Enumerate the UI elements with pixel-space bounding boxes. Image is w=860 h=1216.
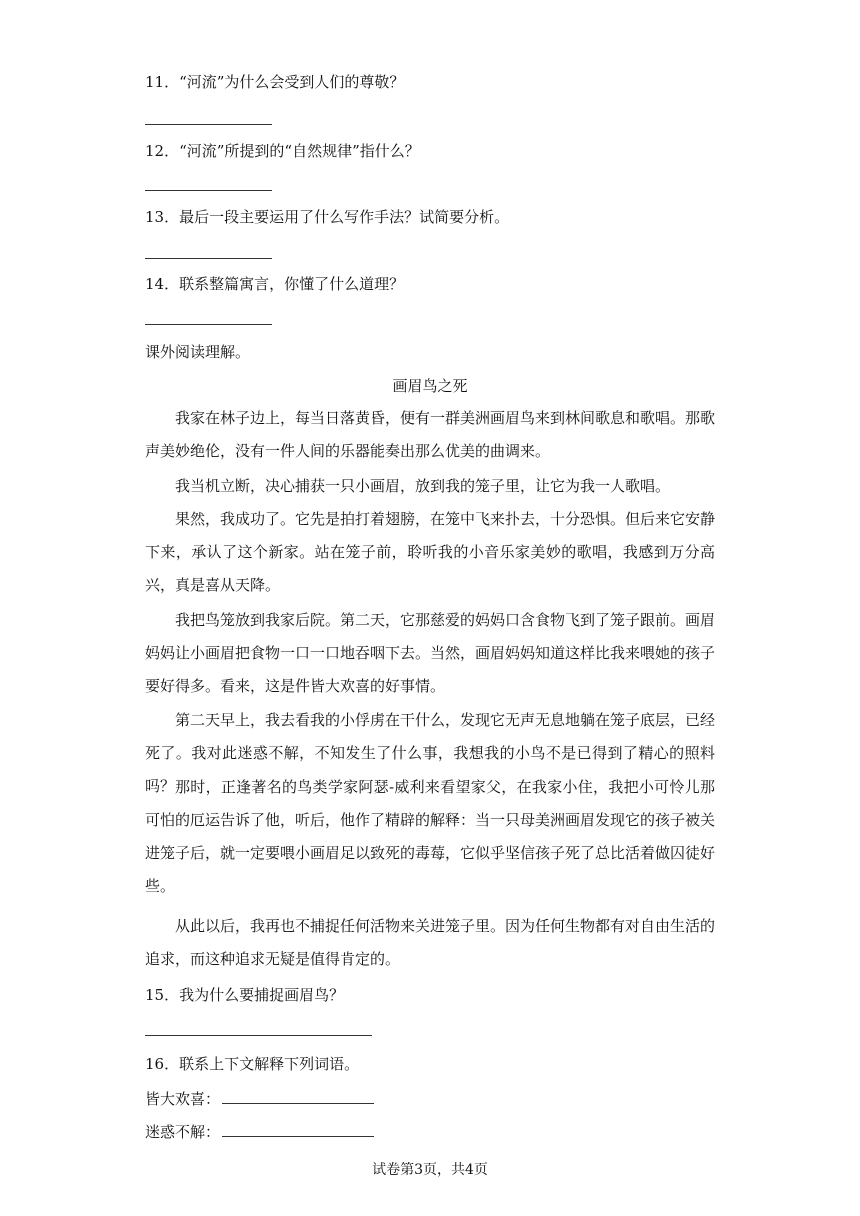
term-label-1: 皆大欢喜： (145, 1090, 221, 1108)
answer-line-12[interactable] (145, 190, 272, 191)
question-15: 15．我为什么要捕捉画眉鸟？ (145, 986, 345, 1004)
answer-blank-term-2[interactable] (222, 1121, 374, 1137)
article-paragraph-5: 第二天早上，我去看我的小俘虏在干什么，发现它无声无息地躺在笼子底层，已经死了。我对此迷惑不解，不知发生了什么事，我想我的小鸟不是已得到了精心的照料吗？ (145, 711, 716, 795)
section-intro: 课外阅读理解。 (145, 343, 251, 361)
question-13: 13．最后一段主要运用了什么写作手法？试简要分析。 (145, 208, 510, 226)
article-paragraph-7: 从此以后，我再也不捕捉任何活物来关进笼子里。因为任何生物都有对自由生活的追求，而这种追求无疑是值得肯定的。 (145, 917, 716, 968)
answer-line-15[interactable] (145, 1035, 372, 1036)
article-paragraph-3: 果然，我成功了。它先是拍打着翅膀，在笼中飞来扑去，十分恐惧。但后来它安静下来，承认了这个新家。站在笼子前，聆听我的小音乐家美妙的歌唱，我感到万分高兴，真是喜从天降。 (145, 510, 716, 594)
article-paragraph-6: 那时，正逢著名的鸟类学家阿瑟-威利来看望家父，在我家小住，我把小可怜儿那可怕的厄运告诉了他，听后，他作了精辟的解释：当一只母美洲画眉发现它的孩子被关进笼子后，就一定要喂小画眉足以致死的毒莓，它似乎坚信孩子死了总比活着做囚徒好些。 (145, 778, 716, 895)
term-row-1 (145, 1088, 374, 1109)
answer-line-11[interactable] (145, 124, 272, 125)
answer-line-13[interactable] (145, 258, 272, 259)
question-16: 16．联系上下文解释下列词语。 (145, 1055, 360, 1073)
question-12: 12．“河流”所提到的“自然规律”指什么？ (145, 142, 420, 160)
article-title: 画眉鸟之死 (392, 377, 468, 395)
article-paragraph-2: 我当机立断，决心捕获一只小画眉，放到我的笼子里，让它为我一人歌唱。 (175, 477, 671, 495)
term-row-2 (145, 1121, 374, 1142)
answer-blank-term-1[interactable] (222, 1088, 374, 1104)
question-11: 11．“河流”为什么会受到人们的尊敬？ (145, 73, 405, 91)
article-paragraph-4: 我把鸟笼放到我家后院。第二天，它那慈爱的妈妈口含食物飞到了笼子跟前。画眉妈妈让小画眉把食物一口一口地吞咽下去。当然，画眉妈妈知道这样比我来喂她的孩子要好得多。看来，这是件皆大欢喜的好事情。 (145, 611, 716, 695)
term-label-2: 迷惑不解： (145, 1123, 221, 1141)
answer-line-14[interactable] (145, 324, 272, 325)
page-footer: 试卷第3页，共4页 (372, 1162, 488, 1178)
question-14: 14．联系整篇寓言，你懂了什么道理？ (145, 275, 405, 293)
article-paragraph-1: 我家在林子边上，每当日落黄昏，便有一群美洲画眉鸟来到林间歌息和歌唱。那歌声美妙绝伦，没有一件人间的乐器能奏出那么优美的曲调来。 (145, 409, 716, 460)
